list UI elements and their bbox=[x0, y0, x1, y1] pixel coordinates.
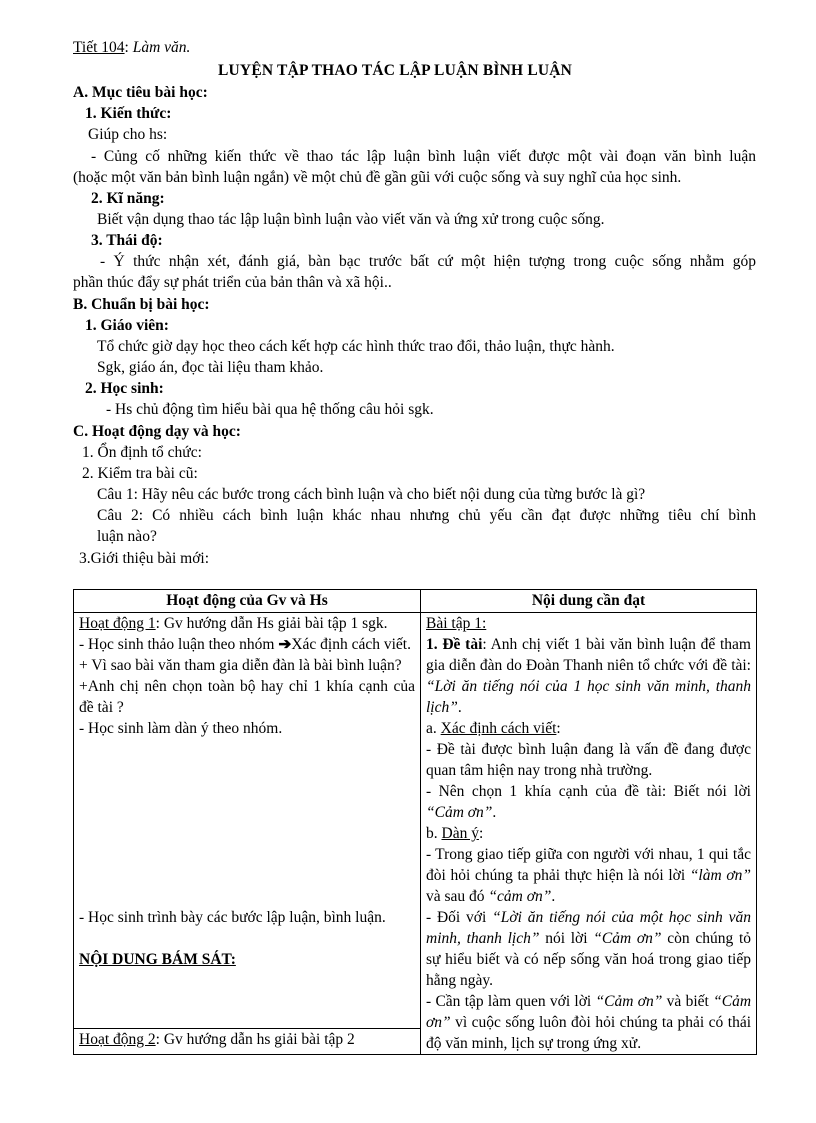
page-title: LUYỆN TẬP THAO TÁC LẬP LUẬN BÌNH LUẬN bbox=[218, 62, 573, 79]
activity-1-text: : Gv hướng dẫn Hs giải bài tập 1 sgk. bbox=[155, 615, 388, 632]
writing-point-1: - Đề tài được bình luận đang là vấn đề đang được quan tâm hiện nay trong nhà trường. bbox=[426, 741, 751, 779]
cell-spacer bbox=[79, 928, 415, 949]
topic-quote: “Lời ăn tiếng nói của 1 học sinh văn minh, thanh lịch” bbox=[426, 678, 751, 716]
section-a-label: Xác định cách viết bbox=[440, 720, 557, 737]
attitude-line-2: phần thúc đẩy sự phát triển của bản thân và xã hội.. bbox=[73, 274, 392, 291]
knowledge-heading: 1. Kiến thức: bbox=[85, 105, 172, 122]
outline-point-3-quote-2: “Cảm ơn” bbox=[426, 993, 752, 1031]
lesson-header bbox=[73, 37, 190, 58]
outline-point-1 bbox=[426, 844, 751, 907]
outline-point-3-mid: và biết bbox=[662, 993, 714, 1010]
question-2-line-1: Câu 2: Có nhiều cách bình luận khác nhau nhưng chủ yếu cần đạt được những tiêu chí bình bbox=[97, 507, 756, 524]
activity-item-1: 1. Ổn định tổ chức: bbox=[82, 444, 202, 461]
activities-cell bbox=[74, 613, 421, 1029]
question-2-line-2: luận nào? bbox=[97, 528, 157, 545]
outline-task-paragraph: - Học sinh làm dàn ý theo nhóm. bbox=[79, 720, 283, 737]
group-discussion-text-a: - Học sinh thảo luận theo nhóm bbox=[79, 636, 279, 653]
question-aspect-paragraph: +Anh chị nên chọn toàn bộ hay chỉ 1 khía cạnh của đề tài ? bbox=[79, 678, 415, 716]
activity-1-label: Hoạt động 1 bbox=[79, 615, 156, 632]
teacher-line-2: Sgk, giáo án, đọc tài liệu tham khảo. bbox=[97, 359, 324, 376]
section-b-label-paragraph bbox=[426, 823, 751, 844]
outline-point-2-end: còn chúng tỏ sự hiểu biết và có nếp sống văn hoá trong giao tiếp hằng ngày. bbox=[426, 930, 751, 989]
skills-heading: 2. Kĩ năng: bbox=[91, 190, 165, 207]
col-header-content: Nội dung cần đạt bbox=[421, 590, 757, 613]
section-a-suffix: : bbox=[556, 720, 561, 737]
student-line-1: - Hs chủ động tìm hiểu bài qua hệ thống câu hỏi sgk. bbox=[106, 401, 434, 418]
teacher-line-1: Tổ chức giờ dạy học theo cách kết hợp các hình thức trao đổi, thảo luận, thực hành. bbox=[97, 338, 615, 355]
knowledge-line-1: Giúp cho hs: bbox=[88, 126, 168, 143]
topic-end: . bbox=[457, 699, 462, 716]
knowledge-line-3: (hoặc một văn bản bình luận ngắn) về một chủ đề gần gũi với cuộc sống và suy nghĩ của học sinh. bbox=[73, 169, 682, 186]
outline-point-2 bbox=[426, 907, 751, 991]
topic-label: 1. Đề tài bbox=[426, 636, 483, 653]
section-b-prefix: b. bbox=[426, 825, 442, 842]
lesson-type: Làm văn. bbox=[132, 39, 191, 56]
section-c-heading: C. Hoạt động dạy và học: bbox=[73, 423, 241, 440]
outline-point-2-text: - Đối với bbox=[426, 909, 493, 926]
outline-point-1-quote-1: “làm ơn” bbox=[689, 867, 751, 884]
follow-content-heading: NỘI DUNG BÁM SÁT: bbox=[79, 951, 236, 968]
attitude-line-1: - Ý thức nhận xét, đánh giá, bàn bạc trước bất cứ một hiện tượng trong cuộc sống nhằm góp bbox=[100, 253, 756, 270]
activity-item-3: 3.Giới thiệu bài mới: bbox=[79, 550, 210, 567]
activity-item-2: 2. Kiểm tra bài cũ: bbox=[82, 465, 198, 482]
lesson-number: Tiết 104 bbox=[73, 39, 125, 56]
lesson-table bbox=[73, 589, 757, 1055]
group-discussion-paragraph bbox=[79, 634, 415, 655]
knowledge-line-2: - Củng cố những kiến thức về thao tác lập luận bình luận viết được một vài đoạn văn bình luận bbox=[91, 148, 756, 165]
question-why-paragraph: + Vì sao bài văn tham gia diễn đàn là bài bình luận? bbox=[79, 657, 402, 674]
activity-2-text: : Gv hướng dẫn hs giải bài tập 2 bbox=[155, 1031, 355, 1049]
outline-point-1-quote-2: “cảm ơn” bbox=[488, 888, 552, 905]
content-cell bbox=[421, 613, 757, 1055]
topic-paragraph bbox=[426, 634, 751, 718]
activity-2-label: Hoạt động 2 bbox=[79, 1031, 156, 1049]
teacher-heading: 1. Giáo viên: bbox=[85, 317, 169, 334]
section-a-prefix: a. bbox=[426, 720, 441, 737]
group-discussion-text-b: Xác định cách viết. bbox=[291, 636, 411, 653]
activity-2-paragraph bbox=[79, 1029, 415, 1050]
lesson-colon: : bbox=[124, 39, 133, 56]
student-heading: 2. Học sinh: bbox=[85, 380, 164, 397]
outline-point-3-end: vì cuộc sống luôn đòi hỏi chúng ta phải có thái độ văn minh, lịch sự trong ứng xử. bbox=[426, 1014, 751, 1052]
table-row bbox=[74, 613, 757, 1029]
activity-1-paragraph bbox=[79, 613, 415, 634]
outline-point-2-quote-2: “Cảm ơn” bbox=[593, 930, 662, 947]
writing-point-2-text: - Nên chọn 1 khía cạnh của đề tài: Biết nói lời bbox=[426, 783, 751, 800]
section-a-label-paragraph bbox=[426, 718, 751, 739]
col-header-activities: Hoạt động của Gv và Hs bbox=[74, 590, 421, 613]
section-b-label: Dàn ý bbox=[441, 825, 479, 842]
presentation-paragraph: - Học sinh trình bày các bước lập luận, bình luận. bbox=[79, 909, 386, 926]
section-b-suffix: : bbox=[478, 825, 484, 842]
outline-point-1-text: - Trong giao tiếp giữa con người với nhau, 1 qui tắc đòi hỏi chúng ta phải thực hiện là nói lời bbox=[426, 846, 751, 884]
question-1: Câu 1: Hãy nêu các bước trong cách bình luận và cho biết nội dung của từng bước là gì? bbox=[97, 486, 646, 503]
cell-spacer bbox=[79, 739, 415, 907]
attitude-heading: 3. Thái độ: bbox=[91, 232, 163, 249]
topic-text: : Anh chị viết 1 bài văn bình luận để tham gia diễn đàn do Đoàn Thanh niên tổ chức với đề tài: bbox=[426, 636, 751, 674]
writing-point-2-quote: “Cảm ơn” bbox=[426, 804, 493, 821]
section-a-heading: A. Mục tiêu bài học: bbox=[73, 84, 208, 101]
outline-point-3-quote-1: “Cảm ơn” bbox=[595, 993, 663, 1010]
writing-point-2 bbox=[426, 781, 751, 823]
writing-point-2-end: . bbox=[492, 804, 497, 821]
arrow-right-icon: ➔ bbox=[278, 636, 292, 653]
outline-point-3 bbox=[426, 991, 751, 1054]
outline-point-3-text: - Cần tập làm quen với lời bbox=[426, 993, 596, 1010]
table-header-row bbox=[74, 590, 757, 613]
outline-point-2-mid: nói lời bbox=[539, 930, 594, 947]
outline-point-1-end: . bbox=[551, 888, 556, 905]
outline-point-1-mid: và sau đó bbox=[426, 888, 489, 905]
activity-2-cell bbox=[74, 1029, 421, 1055]
skills-line-1: Biết vận dụng thao tác lập luận bình luận vào viết văn và ứng xử trong cuộc sống. bbox=[97, 211, 605, 228]
outline-point-2-quote-1: “Lời ăn tiếng nói của một học sinh văn minh, thanh lịch” bbox=[426, 909, 751, 947]
exercise-1-heading: Bài tập 1: bbox=[426, 615, 487, 632]
section-b-heading: B. Chuẩn bị bài học: bbox=[73, 296, 210, 313]
